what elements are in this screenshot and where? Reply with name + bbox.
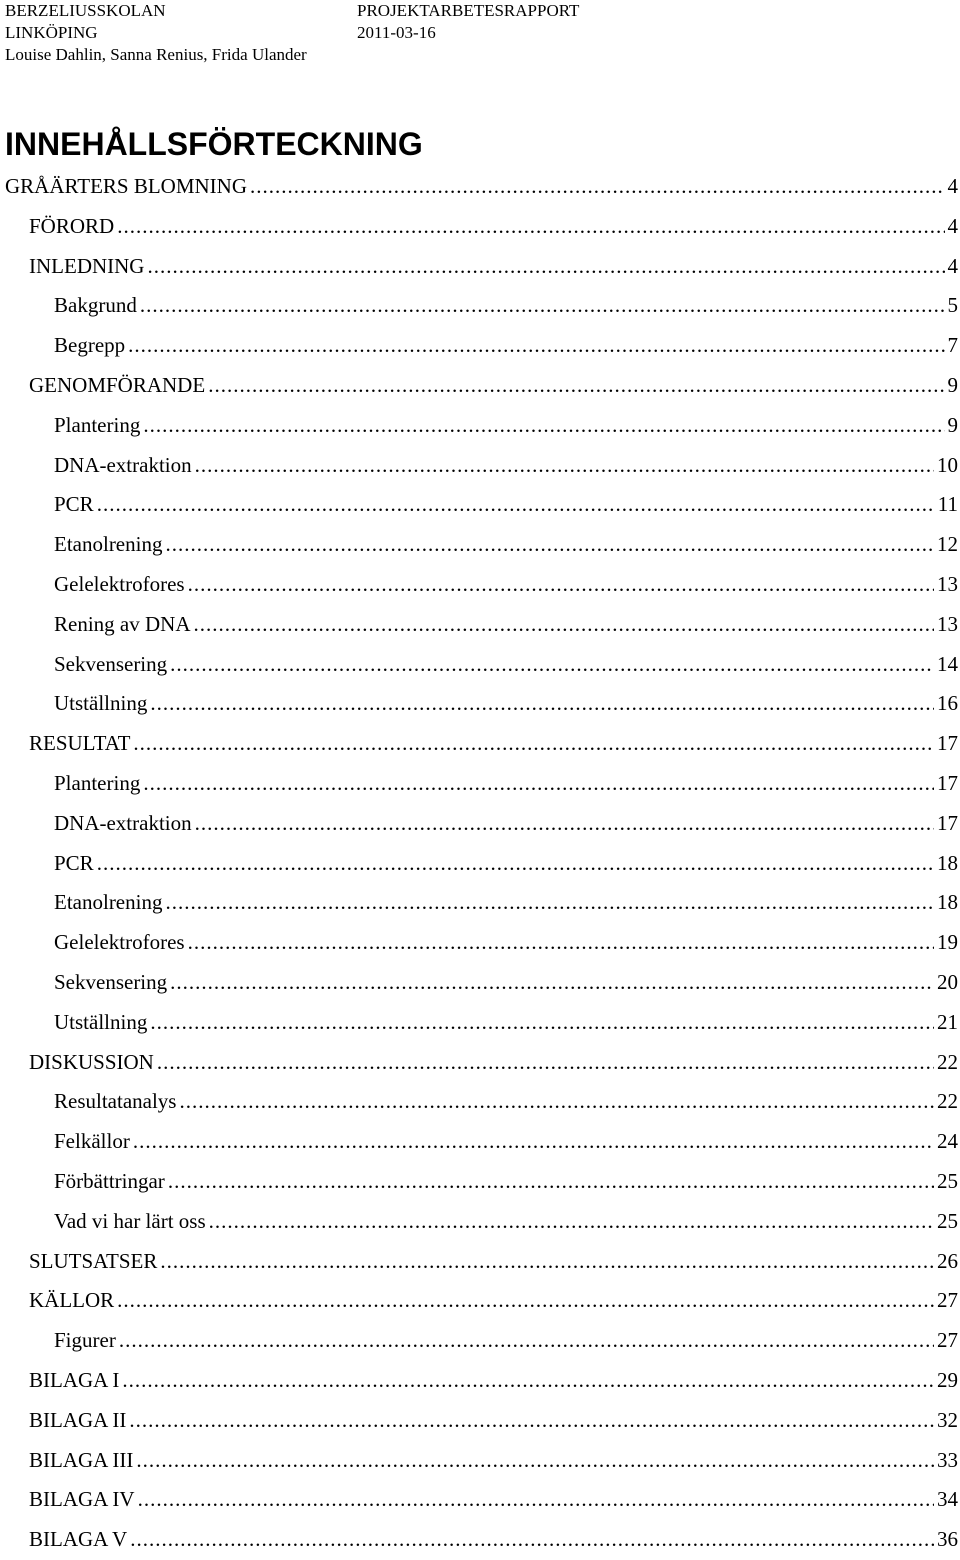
toc-leader (208, 366, 944, 406)
toc-entry-text: Figurer (54, 1321, 116, 1361)
toc-entry-text: Förbättringar (54, 1162, 165, 1202)
toc-leader (168, 1162, 934, 1202)
toc-leader (136, 1441, 934, 1481)
toc-leader (195, 804, 934, 844)
toc-leader (150, 1003, 934, 1043)
toc-entry[interactable] (0, 366, 960, 406)
toc-entry[interactable] (0, 963, 960, 1003)
toc-entry-text: PCR (54, 485, 94, 525)
toc-leader (179, 1082, 934, 1122)
toc-leader (128, 326, 944, 366)
toc-entry[interactable] (0, 724, 960, 764)
toc-entry-text: Gelelektrofores (54, 923, 185, 963)
toc-entry-page: 27 (937, 1321, 960, 1361)
toc-entry[interactable] (0, 525, 960, 565)
toc-entry[interactable] (0, 1441, 960, 1481)
toc-entry[interactable] (0, 286, 960, 326)
toc-leader (130, 1520, 934, 1560)
toc-entry-page: 5 (948, 286, 960, 326)
toc-leader (143, 406, 944, 446)
toc-entry-page: 12 (937, 525, 960, 565)
toc-entry[interactable] (0, 1321, 960, 1361)
header-city: LINKÖPING (5, 22, 307, 44)
toc-leader (170, 963, 934, 1003)
toc-entry-text: Felkällor (54, 1122, 130, 1162)
toc-entry-text: Utställning (54, 684, 147, 724)
toc-entry[interactable] (0, 1122, 960, 1162)
toc-entry[interactable] (0, 764, 960, 804)
toc-list (0, 167, 960, 1560)
toc-entry-page: 17 (937, 724, 960, 764)
toc-entry-text: BILAGA I (29, 1361, 119, 1401)
toc-entry-page: 11 (938, 485, 960, 525)
toc-entry-text: Begrepp (54, 326, 125, 366)
toc-leader (147, 247, 944, 287)
toc-entry[interactable] (0, 1043, 960, 1083)
toc-leader (97, 844, 934, 884)
toc-entry-page: 13 (937, 565, 960, 605)
toc-entry-page: 34 (937, 1480, 960, 1520)
toc-entry-text: BILAGA III (29, 1441, 133, 1481)
toc-entry-page: 18 (937, 844, 960, 884)
toc-entry-text: SLUTSATSER (29, 1242, 157, 1282)
toc-entry-text: Plantering (54, 764, 140, 804)
toc-entry-page: 22 (937, 1082, 960, 1122)
toc-entry-page: 22 (937, 1043, 960, 1083)
toc-entry[interactable] (0, 247, 960, 287)
toc-entry[interactable] (0, 485, 960, 525)
toc-entry[interactable] (0, 565, 960, 605)
toc-entry-text: FÖRORD (29, 207, 114, 247)
toc-entry[interactable] (0, 167, 960, 207)
toc-entry-text: BILAGA V (29, 1520, 127, 1560)
toc-leader (143, 764, 934, 804)
toc-leader (188, 565, 934, 605)
toc-entry[interactable] (0, 804, 960, 844)
toc-entry[interactable] (0, 1003, 960, 1043)
toc-entry-page: 4 (948, 207, 960, 247)
toc-entry-page: 9 (948, 366, 960, 406)
header-right (357, 0, 579, 44)
toc-entry-text: Etanolrening (54, 525, 162, 565)
toc-leader (150, 684, 934, 724)
toc-entry[interactable] (0, 844, 960, 884)
toc-entry-text: Gelelektrofores (54, 565, 185, 605)
toc-entry[interactable] (0, 326, 960, 366)
toc-leader (133, 724, 934, 764)
toc-entry-page: 26 (937, 1242, 960, 1282)
toc-entry-page: 25 (937, 1162, 960, 1202)
toc-entry-text: Rening av DNA (54, 605, 190, 645)
toc-leader (140, 286, 945, 326)
header-left (5, 0, 307, 66)
toc-entry-text: RESULTAT (29, 724, 130, 764)
toc-entry-page: 17 (937, 804, 960, 844)
page-header (0, 0, 960, 70)
toc-leader (129, 1401, 934, 1441)
toc-entry-page: 19 (937, 923, 960, 963)
toc-entry-page: 4 (948, 167, 960, 207)
toc-entry-page: 33 (937, 1441, 960, 1481)
toc-entry[interactable] (0, 883, 960, 923)
toc-entry-text: BILAGA IV (29, 1480, 135, 1520)
toc-leader (165, 525, 934, 565)
toc-entry-text: Bakgrund (54, 286, 137, 326)
header-school: BERZELIUSSKOLAN (5, 0, 307, 22)
toc-leader (157, 1043, 934, 1083)
toc-entry-page: 17 (937, 764, 960, 804)
toc-entry[interactable] (0, 1281, 960, 1321)
toc-entry[interactable] (0, 1242, 960, 1282)
toc-entry[interactable] (0, 1520, 960, 1560)
toc-leader (119, 1321, 934, 1361)
toc-entry[interactable] (0, 1401, 960, 1441)
toc-entry-text: PCR (54, 844, 94, 884)
toc-entry-text: KÄLLOR (29, 1281, 114, 1321)
toc-entry-text: Vad vi har lärt oss (54, 1202, 206, 1242)
toc-title: INNEHÅLLSFÖRTECKNING (5, 124, 423, 164)
toc-entry-page: 32 (937, 1401, 960, 1441)
toc-leader (195, 446, 934, 486)
toc-entry[interactable] (0, 923, 960, 963)
toc-entry-text: INLEDNING (29, 247, 144, 287)
toc-leader (250, 167, 944, 207)
toc-entry-page: 10 (937, 446, 960, 486)
toc-entry-page: 9 (948, 406, 960, 446)
header-authors: Louise Dahlin, Sanna Renius, Frida Ulander (5, 44, 307, 66)
toc-leader (170, 645, 934, 685)
header-report-type: PROJEKTARBETESRAPPORT (357, 0, 579, 22)
toc-entry-text: DNA-extraktion (54, 446, 192, 486)
toc-entry-page: 14 (937, 645, 960, 685)
header-date: 2011-03-16 (357, 22, 579, 44)
toc-entry[interactable] (0, 1202, 960, 1242)
toc-leader (97, 485, 935, 525)
toc-entry-text: Sekvensering (54, 963, 167, 1003)
toc-entry-text: GRÅÄRTERS BLOMNING (5, 167, 247, 207)
toc-entry[interactable] (0, 684, 960, 724)
toc-entry-text: BILAGA II (29, 1401, 126, 1441)
toc-entry-text: Sekvensering (54, 645, 167, 685)
toc-leader (209, 1202, 934, 1242)
toc-entry-text: Utställning (54, 1003, 147, 1043)
toc-entry-text: DISKUSSION (29, 1043, 154, 1083)
toc-leader (117, 207, 944, 247)
toc-entry[interactable] (0, 1361, 960, 1401)
toc-entry-page: 27 (937, 1281, 960, 1321)
toc-leader (138, 1480, 934, 1520)
toc-entry-text: Resultatanalys (54, 1082, 176, 1122)
toc-entry[interactable] (0, 1162, 960, 1202)
toc-entry-page: 4 (948, 247, 960, 287)
toc-leader (133, 1122, 934, 1162)
toc-entry-text: GENOMFÖRANDE (29, 366, 205, 406)
toc-leader (188, 923, 934, 963)
toc-leader (122, 1361, 934, 1401)
toc-leader (160, 1242, 934, 1282)
toc-leader (117, 1281, 934, 1321)
toc-entry[interactable] (0, 1082, 960, 1122)
toc-entry[interactable] (0, 1480, 960, 1520)
toc-entry[interactable] (0, 207, 960, 247)
toc-entry[interactable] (0, 446, 960, 486)
toc-entry-text: DNA-extraktion (54, 804, 192, 844)
toc-entry-page: 16 (937, 684, 960, 724)
toc-entry-page: 29 (937, 1361, 960, 1401)
toc-entry-text: Plantering (54, 406, 140, 446)
toc-entry-page: 25 (937, 1202, 960, 1242)
toc-entry-text: Etanolrening (54, 883, 162, 923)
toc-leader (193, 605, 934, 645)
toc-entry-page: 20 (937, 963, 960, 1003)
toc-entry-page: 18 (937, 883, 960, 923)
toc-entry-page: 36 (937, 1520, 960, 1560)
toc-entry-page: 21 (937, 1003, 960, 1043)
toc-entry[interactable] (0, 645, 960, 685)
toc-leader (165, 883, 934, 923)
toc-entry-page: 13 (937, 605, 960, 645)
toc-entry-page: 24 (937, 1122, 960, 1162)
toc-entry[interactable] (0, 605, 960, 645)
toc-entry[interactable] (0, 406, 960, 446)
toc-entry-page: 7 (948, 326, 960, 366)
